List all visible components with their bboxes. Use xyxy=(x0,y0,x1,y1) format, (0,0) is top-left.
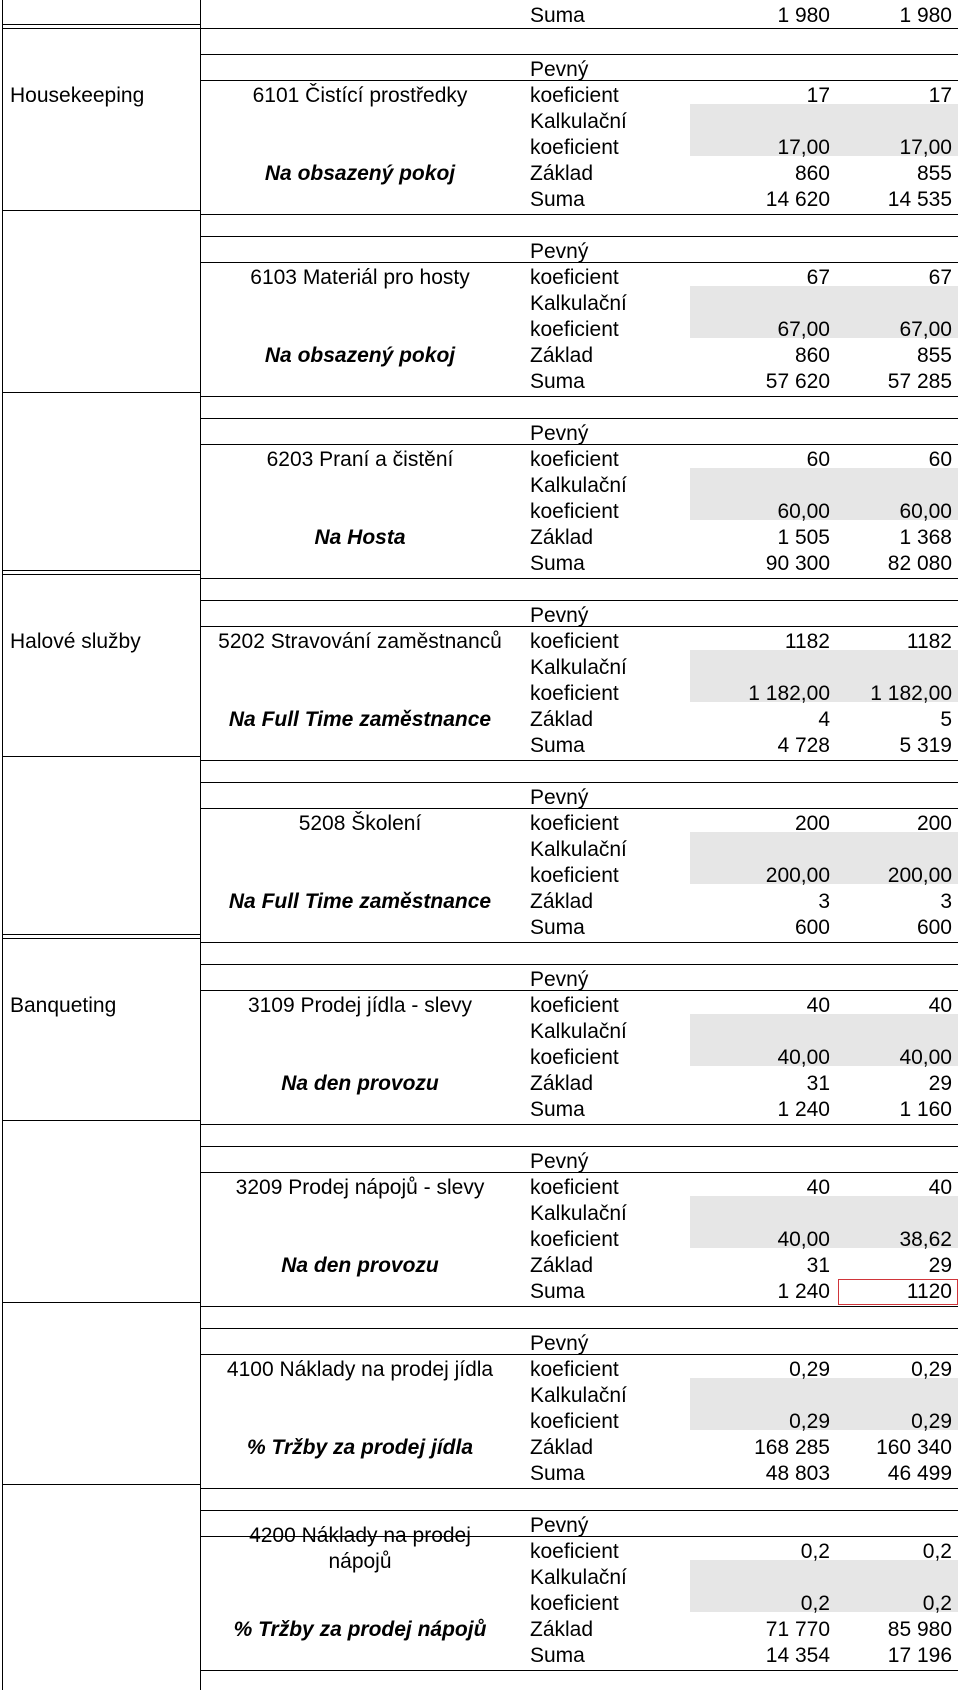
calc-coef-label-2: koeficient xyxy=(530,864,619,887)
calc-coef-label-1: Kalkulační xyxy=(530,110,627,133)
sum-value-1: 1 240 xyxy=(777,1280,830,1303)
sum-value-2: 82 080 xyxy=(887,552,952,575)
base-value-2: 5 xyxy=(940,708,952,731)
calc-value-1: 17,00 xyxy=(777,136,830,159)
calc-value-2: 0,29 xyxy=(911,1410,952,1433)
block-bottom-line xyxy=(200,942,958,943)
fixed-value-2: 60 xyxy=(928,448,952,471)
calc-value-1: 60,00 xyxy=(777,500,830,523)
block-top-line xyxy=(200,1510,958,1511)
base-value-1: 860 xyxy=(794,344,830,367)
dept-line xyxy=(2,1120,200,1121)
cost-item-name-cont: nápojů xyxy=(328,1550,392,1573)
fixed-value-1: 200 xyxy=(794,812,830,835)
calc-value-1: 0,29 xyxy=(789,1410,830,1433)
department-separator xyxy=(2,570,200,571)
fixed-value-2: 0,29 xyxy=(911,1358,952,1381)
base-value-1: 3 xyxy=(818,890,830,913)
base-value-2: 855 xyxy=(916,162,952,185)
base-label: Základ xyxy=(530,1436,594,1459)
calc-coef-label-1: Kalkulační xyxy=(530,656,627,679)
cost-item-name: 3209 Prodej nápojů - slevy xyxy=(235,1176,485,1199)
block-top-line xyxy=(200,964,958,965)
base-value-1: 860 xyxy=(794,162,830,185)
fixed-coef-label-2: koeficient xyxy=(530,1358,619,1381)
allocation-basis: % Tržby za prodej jídla xyxy=(247,1436,473,1459)
calc-coef-label-1: Kalkulační xyxy=(530,474,627,497)
dept-line xyxy=(2,1484,200,1485)
fixed-value-2: 17 xyxy=(928,84,952,107)
base-value-1: 31 xyxy=(806,1254,830,1277)
allocation-basis: Na Hosta xyxy=(314,526,406,549)
base-value-2: 1 368 xyxy=(899,526,952,549)
fixed-value-1: 60 xyxy=(806,448,830,471)
fixed-coef-label-1: Pevný xyxy=(530,58,589,81)
sum-label: Suma xyxy=(530,188,585,211)
calc-value-2: 40,00 xyxy=(899,1046,952,1069)
dept-line xyxy=(2,756,200,757)
fixed-coef-label-1: Pevný xyxy=(530,1514,589,1537)
block-bottom-line xyxy=(200,760,958,761)
sum-label: Suma xyxy=(530,1462,585,1485)
sum-value-2: 1120 xyxy=(906,1280,952,1303)
base-value-2: 29 xyxy=(928,1072,952,1095)
calc-value-1: 67,00 xyxy=(777,318,830,341)
allocation-basis: Na obsazený pokoj xyxy=(264,344,456,367)
block-bottom-line xyxy=(200,1670,958,1671)
calc-coef-label-1: Kalkulační xyxy=(530,838,627,861)
base-value-2: 3 xyxy=(940,890,952,913)
dept-line xyxy=(2,28,200,29)
calc-coef-label-2: koeficient xyxy=(530,318,619,341)
fixed-value-2: 67 xyxy=(928,266,952,289)
calc-value-2: 60,00 xyxy=(899,500,952,523)
calc-coef-label-2: koeficient xyxy=(530,136,619,159)
department-name: Halové služby xyxy=(10,630,141,653)
calc-coef-label-1: Kalkulační xyxy=(530,292,627,315)
fixed-coef-label-1: Pevný xyxy=(530,1150,589,1173)
allocation-basis: Na den provozu xyxy=(281,1254,439,1277)
base-value-2: 29 xyxy=(928,1254,952,1277)
calc-value-2: 200,00 xyxy=(887,864,952,887)
calc-value-2: 38,62 xyxy=(899,1228,952,1251)
calc-value-1: 0,2 xyxy=(800,1592,830,1615)
sum-label: Suma xyxy=(530,552,585,575)
allocation-basis: Na Full Time zaměstnance xyxy=(228,708,492,731)
block-bottom-line xyxy=(200,578,958,579)
top-sum-value-2: 1 980 xyxy=(899,4,952,27)
cost-item-name: 5208 Školení xyxy=(298,812,422,835)
calc-value-2: 1 182,00 xyxy=(870,682,952,705)
base-value-1: 31 xyxy=(806,1072,830,1095)
fixed-coef-label-1: Pevný xyxy=(530,786,589,809)
calc-coef-label-1: Kalkulační xyxy=(530,1202,627,1225)
calc-value-1: 40,00 xyxy=(777,1228,830,1251)
fixed-coef-label-1: Pevný xyxy=(530,604,589,627)
sum-value-2: 57 285 xyxy=(887,370,952,393)
fixed-coef-label-2: koeficient xyxy=(530,812,619,835)
base-label: Základ xyxy=(530,344,594,367)
sum-label: Suma xyxy=(530,734,585,757)
block-top-line xyxy=(200,1328,958,1329)
base-value-1: 168 285 xyxy=(754,1436,830,1459)
base-value-1: 4 xyxy=(818,708,830,731)
calc-value-1: 1 182,00 xyxy=(748,682,830,705)
sum-label: Suma xyxy=(530,370,585,393)
top-sum-value-1: 1 980 xyxy=(777,4,830,27)
calc-coef-label-1: Kalkulační xyxy=(530,1020,627,1043)
cost-item-name: 3109 Prodej jídla - slevy xyxy=(247,994,473,1017)
department-name: Banqueting xyxy=(10,994,117,1017)
fixed-coef-label-1: Pevný xyxy=(530,1332,589,1355)
block-top-line xyxy=(200,600,958,601)
sum-value-1: 14 620 xyxy=(765,188,830,211)
block-top-line xyxy=(200,54,958,55)
sum-value-1: 4 728 xyxy=(777,734,830,757)
fixed-value-2: 200 xyxy=(916,812,952,835)
dept-line xyxy=(2,1302,200,1303)
cost-item-name: 5202 Stravování zaměstnanců xyxy=(218,630,502,653)
sum-value-2: 46 499 xyxy=(887,1462,952,1485)
fixed-value-1: 0,29 xyxy=(789,1358,830,1381)
fixed-value-2: 40 xyxy=(928,1176,952,1199)
fixed-value-1: 67 xyxy=(806,266,830,289)
dept-line xyxy=(2,392,200,393)
dept-line xyxy=(2,938,200,939)
department-separator xyxy=(2,934,200,935)
cost-item-name: 6101 Čistící prostředky xyxy=(252,84,468,107)
block-top-line xyxy=(200,1146,958,1147)
base-label: Základ xyxy=(530,526,594,549)
fixed-coef-label-1: Pevný xyxy=(530,968,589,991)
calc-coef-label-2: koeficient xyxy=(530,1046,619,1069)
base-label: Základ xyxy=(530,890,594,913)
fixed-coef-label-2: koeficient xyxy=(530,1540,619,1563)
block-bottom-line xyxy=(200,1306,958,1307)
sum-value-2: 1 160 xyxy=(899,1098,952,1121)
base-label: Základ xyxy=(530,1072,594,1095)
calc-value-1: 200,00 xyxy=(765,864,830,887)
block-bottom-line xyxy=(200,396,958,397)
block-bottom-line xyxy=(200,214,958,215)
fixed-value-1: 0,2 xyxy=(800,1540,830,1563)
fixed-coef-label-1: Pevný xyxy=(530,422,589,445)
row-divider xyxy=(200,28,958,29)
cost-item-name: 6203 Praní a čistění xyxy=(266,448,454,471)
calc-value-2: 67,00 xyxy=(899,318,952,341)
calc-coef-label-2: koeficient xyxy=(530,682,619,705)
cost-item-name: 4100 Náklady na prodej jídla xyxy=(226,1358,494,1381)
fixed-coef-label-2: koeficient xyxy=(530,1176,619,1199)
fixed-value-2: 1182 xyxy=(906,630,952,653)
base-label: Základ xyxy=(530,708,594,731)
fixed-value-2: 40 xyxy=(928,994,952,1017)
base-value-2: 160 340 xyxy=(876,1436,952,1459)
department-name: Housekeeping xyxy=(10,84,145,107)
block-bottom-line xyxy=(200,1124,958,1125)
base-label: Základ xyxy=(530,1618,594,1641)
fixed-coef-label-2: koeficient xyxy=(530,448,619,471)
base-value-1: 1 505 xyxy=(777,526,830,549)
sum-value-1: 48 803 xyxy=(765,1462,830,1485)
cost-item-name: 4200 Náklady na prodej xyxy=(249,1524,471,1547)
allocation-basis: Na Full Time zaměstnance xyxy=(228,890,492,913)
sum-value-2: 17 196 xyxy=(887,1644,952,1667)
calc-value-2: 17,00 xyxy=(899,136,952,159)
sum-value-1: 600 xyxy=(794,916,830,939)
allocation-basis: Na den provozu xyxy=(281,1072,439,1095)
block-top-line xyxy=(200,418,958,419)
calc-value-1: 40,00 xyxy=(777,1046,830,1069)
fixed-coef-label-2: koeficient xyxy=(530,266,619,289)
block-bottom-line xyxy=(200,1488,958,1489)
calc-coef-label-1: Kalkulační xyxy=(530,1566,627,1589)
selected-cell[interactable] xyxy=(838,1279,958,1305)
sum-label: Suma xyxy=(530,1098,585,1121)
fixed-value-1: 40 xyxy=(806,994,830,1017)
sum-value-2: 5 319 xyxy=(899,734,952,757)
sum-label: Suma xyxy=(530,1280,585,1303)
calc-coef-label-1: Kalkulační xyxy=(530,1384,627,1407)
sum-value-1: 90 300 xyxy=(765,552,830,575)
dept-line xyxy=(2,210,200,211)
fixed-value-1: 40 xyxy=(806,1176,830,1199)
sum-value-2: 14 535 xyxy=(887,188,952,211)
sum-label: Suma xyxy=(530,916,585,939)
base-value-2: 85 980 xyxy=(887,1618,952,1641)
grid-col-a xyxy=(2,0,3,1690)
fixed-value-1: 17 xyxy=(806,84,830,107)
calc-coef-label-2: koeficient xyxy=(530,1410,619,1433)
fixed-coef-label-2: koeficient xyxy=(530,84,619,107)
grid-col-b xyxy=(200,0,201,1690)
fixed-coef-label-2: koeficient xyxy=(530,630,619,653)
sum-value-1: 14 354 xyxy=(765,1644,830,1667)
department-separator xyxy=(2,24,200,25)
calc-coef-label-2: koeficient xyxy=(530,1228,619,1251)
base-value-1: 71 770 xyxy=(765,1618,830,1641)
fixed-coef-label-2: koeficient xyxy=(530,994,619,1017)
allocation-basis: Na obsazený pokoj xyxy=(264,162,456,185)
sum-value-1: 1 240 xyxy=(777,1098,830,1121)
fixed-value-2: 0,2 xyxy=(922,1540,952,1563)
fixed-value-1: 1182 xyxy=(784,630,830,653)
calc-coef-label-2: koeficient xyxy=(530,1592,619,1615)
cost-item-name: 6103 Materiál pro hosty xyxy=(250,266,470,289)
calc-coef-label-2: koeficient xyxy=(530,500,619,523)
sum-value-2: 600 xyxy=(916,916,952,939)
sum-value-1: 57 620 xyxy=(765,370,830,393)
dept-line xyxy=(2,574,200,575)
block-top-line xyxy=(200,236,958,237)
base-value-2: 855 xyxy=(916,344,952,367)
sum-label: Suma xyxy=(530,1644,585,1667)
base-label: Základ xyxy=(530,162,594,185)
allocation-basis: % Tržby za prodej nápojů xyxy=(233,1618,487,1641)
calc-value-2: 0,2 xyxy=(922,1592,952,1615)
base-label: Základ xyxy=(530,1254,594,1277)
block-top-line xyxy=(200,782,958,783)
fixed-coef-label-1: Pevný xyxy=(530,240,589,263)
top-sum-label: Suma xyxy=(530,4,585,27)
